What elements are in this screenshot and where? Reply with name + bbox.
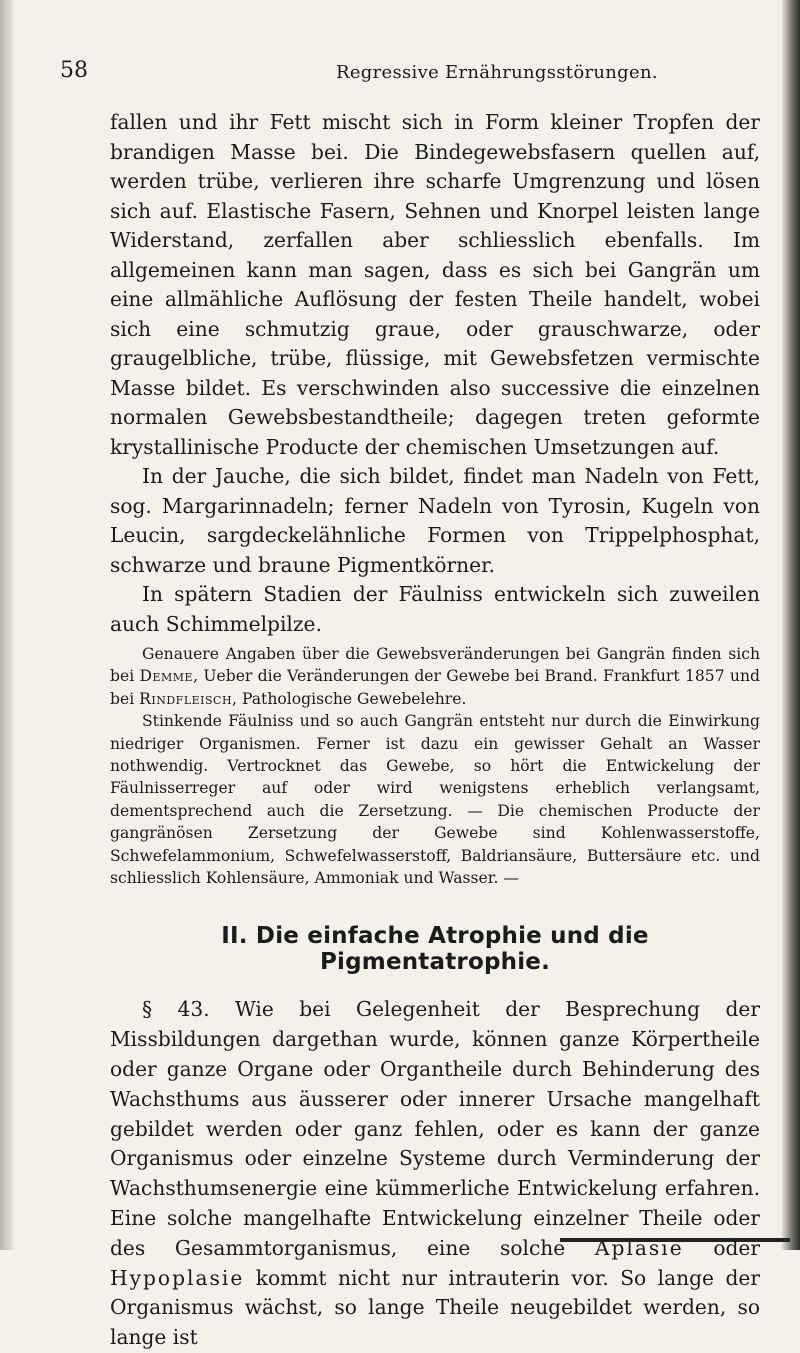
- term-hypoplasie: Hypoplasie: [110, 1265, 245, 1290]
- author-demme: Demme: [139, 667, 194, 686]
- note-literature-text-c: , Pathologische Gewebelehre.: [232, 689, 467, 708]
- section-43-text-c: kommt nicht nur intrauterin vor. So lange der Organismus wächst, so lange Theile neugebildet werden, so lange ist: [110, 1265, 760, 1350]
- paragraph-schimmelpilze: In spätern Stadien der Fäulniss entwickeln sich zuweilen auch Schimmelpilze.: [110, 582, 760, 636]
- paragraph-section-43: [110, 995, 760, 1353]
- page-header: [60, 58, 760, 88]
- paragraph-jauche: In der Jauche, die sich bildet, findet man Nadeln von Fett, sog. Margarinnadeln; ferner Nadeln von Tyrosin, Kugeln von Leucin, sargdeckelähnliche Formen von Trippelphosphat, schwarze und braune Pigmentkörner.: [110, 464, 760, 577]
- note-faulniss: Stinkende Fäulniss und so auch Gangrän entsteht nur durch die Einwirkung niedriger Organismen. Ferner ist dazu ein gewisser Gehalt an Wasser nothwendig. Vertrocknet das Gewebe, so hört die Entwickelung der Fäulnisserreger auf oder wird wenigstens erheblich verlangsamt, dementsprechend auch die Zersetzung. — Die chemischen Producte der gangränösen Zersetzung der Gewebe sind Kohlenwasserstoffe, Schwefelammonium, Schwefelwasserstoff, Baldriansäure, Buttersäure etc. und schliesslich Kohlensäure, Ammoniak und Wasser. —: [110, 712, 760, 888]
- page-right-edge: [782, 0, 800, 1250]
- page-number: 58: [60, 58, 88, 83]
- author-rindfleisch: Rindfleisch: [139, 689, 233, 708]
- term-aplasie: Aplasie: [594, 1235, 684, 1260]
- page-left-edge: [0, 0, 14, 1250]
- note-literature-text-a: Genauere Angaben über die Gewebsveränderungen bei Gangrän finden sich bei: [110, 645, 760, 686]
- section-heading: II. Die einfache Atrophie und die Pigmentatrophie.: [221, 923, 649, 976]
- section-43-text-a: § 43. Wie bei Gelegenheit der Besprechung der Missbildungen dargethan wurde, können ganze Körpertheile oder ganze Organe oder Organtheile durch Behinderung des Wachsthums aus äusserer oder innerer Ursache mangelhaft gebildet werden oder ganz fehlen, oder es kann der ganze Organismus oder einzelne Systeme durch Verminderung der Wachsthumsenergie eine kümmerliche Entwickelung erfahren. Eine solche mangelhafte Entwickelung einzelner Theile oder des Gesammtorganismus, eine solche: [110, 997, 760, 1260]
- paragraph-gangrene-dissolution: fallen und ihr Fett mischt sich in Form kleiner Tropfen der brandigen Masse bei. Die Bindegewebsfasern quellen auf, werden trübe, verlieren ihre scharfe Umgrenzung und lösen sich auf. Elastische Fasern, Sehnen und Knorpel leisten lange Widerstand, zerfallen aber schliesslich ebenfalls. Im allgemeinen kann man sagen, dass es sich bei Gangrän um eine allmähliche Auflösung der festen Theile handelt, wobei sich eine schmutzig graue, oder grauschwarze, oder graugelbliche, trübe, flüssige, mit Gewebsfetzen vermischte Masse bildet. Es verschwinden also successive die einzelnen normalen Gewebsbestandtheile; dagegen treten geformte krystallinische Producte der chemischen Umsetzungen auf.: [110, 110, 760, 459]
- running-title: Regressive Ernährungsstörungen.: [336, 62, 658, 83]
- page-body: [110, 108, 760, 1353]
- note-literature-text-b: , Ueber die Veränderungen der Gewebe bei Brand. Frankfurt 1857 und bei: [110, 667, 760, 708]
- section-43-text-b: oder: [683, 1235, 761, 1260]
- note-literature: [110, 643, 760, 710]
